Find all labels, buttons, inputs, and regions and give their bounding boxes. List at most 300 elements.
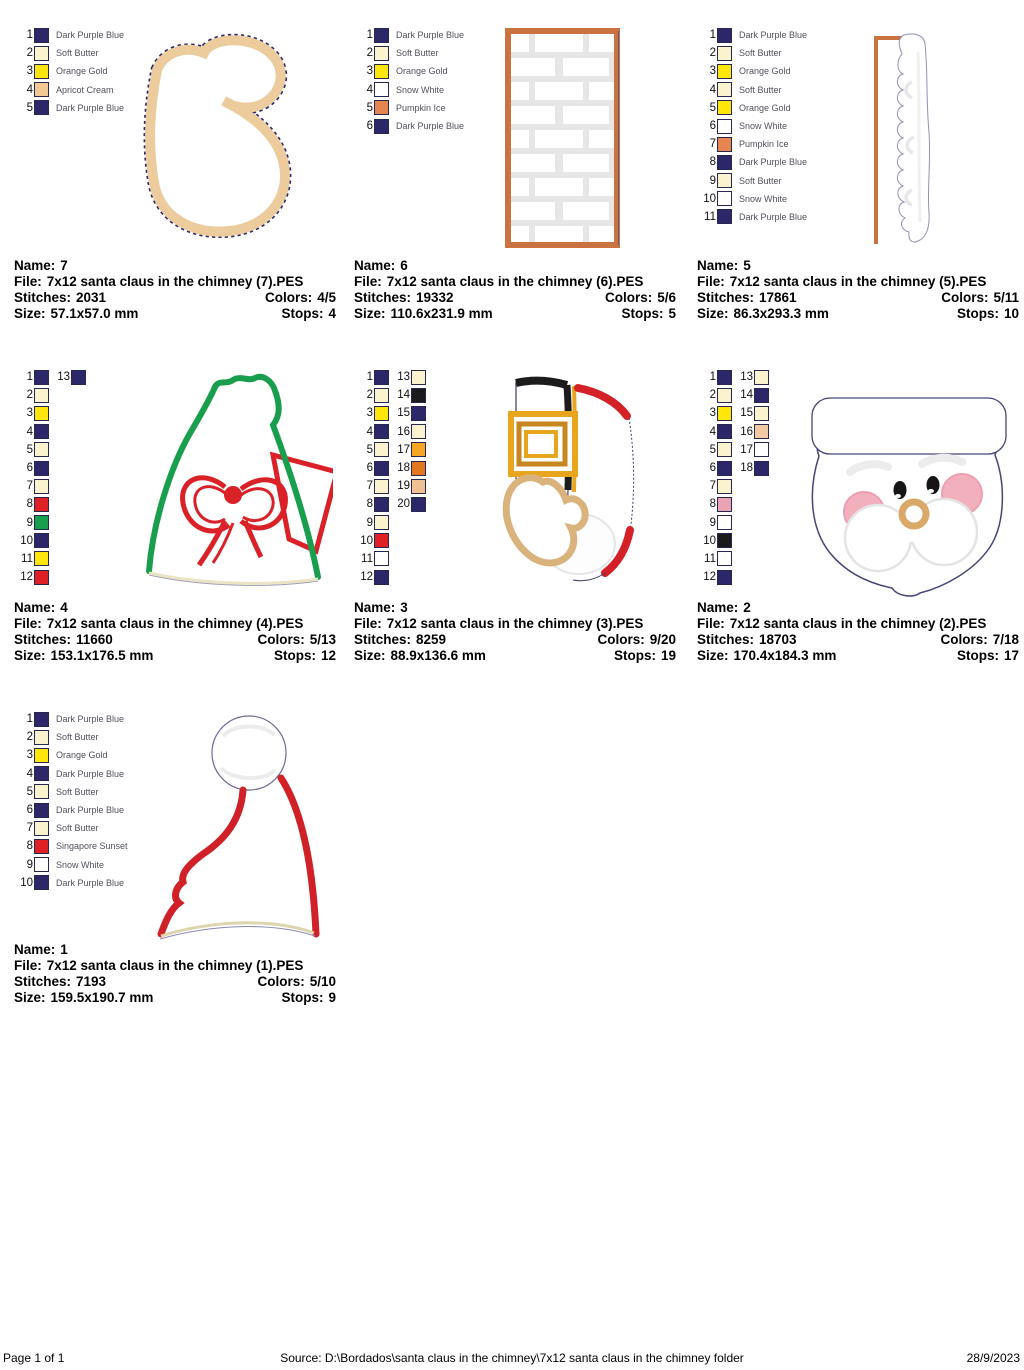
thread-swatch — [34, 875, 49, 890]
thread-swatch — [717, 119, 732, 134]
thread-row — [12, 550, 86, 568]
thread-swatch — [374, 64, 389, 79]
thread-number: 8 — [26, 498, 33, 511]
thread-number: 5 — [26, 101, 33, 114]
thread-row — [12, 404, 86, 422]
thread-number: 6 — [366, 120, 373, 133]
thread-color-name: Orange Gold — [56, 750, 108, 761]
thread-color-name: Dark Purple Blue — [56, 877, 125, 888]
thread-number: 11 — [21, 552, 33, 565]
thread-number: 11 — [361, 552, 373, 565]
thread-swatch — [34, 551, 49, 566]
thread-swatch — [717, 137, 732, 152]
thread-swatch — [374, 119, 389, 134]
thread-row — [695, 423, 769, 441]
thread-row — [12, 386, 86, 404]
thread-number: 9 — [366, 516, 373, 529]
thread-number: 3 — [366, 407, 373, 420]
thread-color-name: Dark Purple Blue — [56, 768, 125, 779]
thread-row — [12, 441, 86, 459]
design-card-6 — [352, 22, 682, 358]
design-info — [354, 600, 676, 664]
thread-row — [352, 404, 426, 422]
thread-swatch — [34, 748, 49, 763]
thread-number: 2 — [366, 47, 373, 60]
thread-list — [12, 26, 124, 117]
name-line: Name: 6 — [354, 258, 408, 273]
thread-row — [12, 44, 124, 62]
thread-swatch — [717, 479, 732, 494]
thread-swatch — [34, 442, 49, 457]
thread-number: 4 — [366, 83, 373, 96]
thread-number: 17 — [397, 443, 410, 456]
thread-row — [352, 532, 426, 550]
thread-row — [352, 117, 464, 135]
thread-row — [695, 153, 807, 171]
thread-color-name: Soft Butter — [56, 48, 99, 59]
file-line: File: 7x12 santa claus in the chimney (6).PES — [354, 274, 644, 289]
thread-row — [12, 856, 128, 874]
thread-number: 15 — [740, 407, 753, 420]
thread-list — [12, 368, 86, 586]
name-line: Name: 4 — [14, 600, 68, 615]
thread-number: 10 — [703, 534, 716, 547]
thread-color-name: Orange Gold — [396, 66, 448, 77]
file-line: File: 7x12 santa claus in the chimney (4).PES — [14, 616, 304, 631]
thread-row — [352, 62, 464, 80]
thread-number: 2 — [709, 389, 716, 402]
thread-swatch — [34, 46, 49, 61]
thread-color-name: Dark Purple Blue — [56, 805, 125, 816]
thread-row — [695, 495, 769, 513]
thread-number: 4 — [709, 425, 716, 438]
design-card-4 — [12, 364, 342, 700]
thread-color-name: Orange Gold — [739, 102, 791, 113]
colors-line: Colors: 5/11 — [941, 290, 1019, 305]
thread-swatch — [34, 766, 49, 781]
thread-number: 2 — [26, 731, 33, 744]
thread-swatch — [717, 64, 732, 79]
stops-line: Stops: 4 — [281, 306, 336, 321]
size-line: Size: 159.5x190.7 mm — [14, 990, 154, 1005]
design-info — [697, 258, 1019, 322]
thread-swatch — [374, 406, 389, 421]
thread-row — [352, 44, 464, 62]
thread-row — [695, 532, 769, 550]
thread-number: 18 — [740, 462, 753, 475]
gift-sack-design-thumbnail — [123, 371, 333, 598]
thread-swatch — [717, 28, 732, 43]
thread-row — [352, 477, 426, 495]
size-line: Size: 153.1x176.5 mm — [14, 648, 154, 663]
thread-number: 5 — [366, 101, 373, 114]
thread-swatch — [34, 388, 49, 403]
thread-swatch — [754, 424, 769, 439]
thread-row — [352, 514, 426, 532]
thread-row — [695, 208, 807, 226]
thread-color-name: Soft Butter — [396, 48, 439, 59]
thread-swatch — [34, 406, 49, 421]
thread-swatch — [34, 857, 49, 872]
thread-number: 13 — [397, 371, 410, 384]
thread-row — [352, 441, 426, 459]
thread-color-name: Snow White — [396, 84, 445, 95]
thread-color-name: Singapore Sunset — [56, 841, 128, 852]
thread-number: 16 — [397, 425, 410, 438]
thread-swatch — [717, 551, 732, 566]
source-path: Source: D:\Bordados\santa claus in the chimney\7x12 santa claus in the chimney folder — [280, 1351, 744, 1365]
thread-swatch — [717, 209, 732, 224]
thread-swatch — [34, 821, 49, 836]
thread-swatch — [717, 173, 732, 188]
thread-row — [695, 386, 769, 404]
chimney-design-thumbnail — [505, 28, 620, 253]
thread-number: 7 — [26, 822, 33, 835]
thread-number: 5 — [709, 101, 716, 114]
thread-number: 14 — [397, 389, 410, 402]
thread-number: 2 — [709, 47, 716, 60]
thread-swatch — [411, 406, 426, 421]
thread-swatch — [717, 191, 732, 206]
santa-hat-design-thumbnail — [133, 708, 338, 945]
thread-swatch — [717, 461, 732, 476]
thread-row — [12, 728, 128, 746]
thread-row — [695, 135, 807, 153]
thread-number: 5 — [709, 443, 716, 456]
thread-swatch — [717, 155, 732, 170]
page-footer — [0, 1351, 1024, 1367]
thread-swatch — [374, 479, 389, 494]
thread-swatch — [34, 839, 49, 854]
name-line: Name: 2 — [697, 600, 751, 615]
thread-number: 3 — [709, 407, 716, 420]
thread-number: 1 — [26, 371, 33, 384]
thread-swatch — [374, 533, 389, 548]
thread-number: 8 — [709, 156, 716, 169]
thread-swatch — [717, 100, 732, 115]
thread-swatch — [754, 370, 769, 385]
stitches-line: Stitches: 2031 — [14, 290, 107, 305]
thread-swatch — [717, 570, 732, 585]
thread-number: 12 — [360, 571, 373, 584]
thread-row — [352, 550, 426, 568]
thread-swatch — [717, 46, 732, 61]
thread-number: 7 — [709, 138, 716, 151]
thread-swatch — [717, 82, 732, 97]
thread-list — [695, 368, 769, 586]
thread-number: 6 — [26, 462, 33, 475]
thread-number: 7 — [366, 480, 373, 493]
thread-row — [12, 783, 128, 801]
file-line: File: 7x12 santa claus in the chimney (3).PES — [354, 616, 644, 631]
thread-number: 6 — [709, 462, 716, 475]
thread-color-name: Dark Purple Blue — [396, 121, 465, 132]
thread-number: 13 — [740, 371, 753, 384]
design-info — [14, 942, 336, 1006]
thread-row — [12, 568, 86, 586]
thread-swatch — [34, 570, 49, 585]
thread-row — [12, 765, 128, 783]
thread-swatch — [717, 370, 732, 385]
thread-row — [12, 62, 124, 80]
thread-row — [695, 62, 807, 80]
thread-row — [12, 819, 128, 837]
thread-number: 6 — [26, 804, 33, 817]
thread-row — [352, 423, 426, 441]
thread-swatch — [411, 497, 426, 512]
thread-row — [12, 532, 86, 550]
thread-swatch — [34, 28, 49, 43]
thread-number: 13 — [57, 371, 70, 384]
thread-swatch — [34, 100, 49, 115]
thread-number: 11 — [704, 552, 716, 565]
thread-swatch — [411, 370, 426, 385]
thread-row — [12, 514, 86, 532]
thread-number: 8 — [366, 498, 373, 511]
stops-line: Stops: 12 — [273, 648, 336, 663]
thread-color-name: Soft Butter — [56, 732, 99, 743]
thread-row — [695, 514, 769, 532]
thread-swatch — [754, 406, 769, 421]
thread-number: 9 — [709, 516, 716, 529]
thread-row — [695, 81, 807, 99]
thread-swatch — [34, 730, 49, 745]
thread-number: 4 — [26, 767, 33, 780]
design-card-2 — [695, 364, 1024, 700]
thread-color-name: Orange Gold — [739, 66, 791, 77]
thread-color-name: Soft Butter — [739, 175, 782, 186]
thread-list — [12, 710, 128, 892]
thread-swatch — [34, 515, 49, 530]
thread-row — [352, 368, 426, 386]
file-line: File: 7x12 santa claus in the chimney (1).PES — [14, 958, 304, 973]
thread-swatch — [374, 424, 389, 439]
thread-number: 3 — [26, 749, 33, 762]
thread-swatch — [374, 461, 389, 476]
date: 28/9/2023 — [966, 1351, 1020, 1365]
thread-row — [12, 837, 128, 855]
file-line: File: 7x12 santa claus in the chimney (7).PES — [14, 274, 304, 289]
thread-number: 4 — [26, 83, 33, 96]
thread-row — [12, 26, 124, 44]
thread-color-name: Apricot Cream — [56, 84, 114, 95]
name-line: Name: 5 — [697, 258, 751, 273]
thread-swatch — [374, 442, 389, 457]
thread-number: 14 — [740, 389, 753, 402]
thread-number: 3 — [709, 65, 716, 78]
thread-swatch — [34, 64, 49, 79]
stitches-line: Stitches: 11660 — [14, 632, 113, 647]
thread-swatch — [374, 370, 389, 385]
size-line: Size: 86.3x293.3 mm — [697, 306, 829, 321]
thread-list — [352, 368, 426, 586]
thread-row — [695, 99, 807, 117]
thread-swatch — [411, 442, 426, 457]
thread-swatch — [374, 46, 389, 61]
colors-line: Colors: 9/20 — [597, 632, 676, 647]
stops-line: Stops: 19 — [613, 648, 676, 663]
thread-number: 2 — [366, 389, 373, 402]
thread-row — [352, 99, 464, 117]
thread-swatch — [717, 442, 732, 457]
thread-number: 5 — [26, 785, 33, 798]
thread-swatch — [71, 370, 86, 385]
thread-swatch — [374, 28, 389, 43]
thread-color-name: Pumpkin Ice — [739, 139, 789, 150]
thread-number: 9 — [709, 174, 716, 187]
thread-color-name: Pumpkin Ice — [396, 102, 446, 113]
name-line: Name: 1 — [14, 942, 68, 957]
thread-swatch — [374, 551, 389, 566]
thread-number: 15 — [397, 407, 410, 420]
thread-number: 9 — [26, 516, 33, 529]
thread-swatch — [717, 388, 732, 403]
thread-number: 6 — [709, 120, 716, 133]
thread-number: 5 — [366, 443, 373, 456]
thread-number: 10 — [360, 534, 373, 547]
thread-color-name: Soft Butter — [739, 84, 782, 95]
stops-line: Stops: 17 — [956, 648, 1019, 663]
thread-number: 20 — [397, 498, 410, 511]
thread-number: 2 — [26, 389, 33, 402]
thread-swatch — [34, 82, 49, 97]
thread-row — [695, 117, 807, 135]
thread-number: 10 — [20, 534, 33, 547]
thread-row — [12, 710, 128, 728]
thread-swatch — [717, 424, 732, 439]
thread-number: 1 — [709, 371, 716, 384]
design-card-7 — [12, 22, 342, 358]
thread-number: 8 — [26, 840, 33, 853]
thread-row — [695, 568, 769, 586]
thread-number: 18 — [397, 462, 410, 475]
thread-number: 4 — [26, 425, 33, 438]
stitches-line: Stitches: 17861 — [697, 290, 797, 305]
thread-number: 19 — [397, 480, 410, 493]
stops-line: Stops: 10 — [956, 306, 1019, 321]
colors-line: Colors: 7/18 — [940, 632, 1019, 647]
thread-row — [695, 44, 807, 62]
thread-swatch — [717, 515, 732, 530]
thread-number: 8 — [709, 498, 716, 511]
thread-number: 10 — [703, 192, 716, 205]
thread-number: 9 — [26, 858, 33, 871]
thread-swatch — [34, 533, 49, 548]
thread-row — [12, 368, 86, 386]
thread-number: 1 — [366, 29, 373, 42]
thread-number: 10 — [20, 876, 33, 889]
thread-swatch — [34, 461, 49, 476]
thread-row — [695, 550, 769, 568]
thread-swatch — [34, 370, 49, 385]
thread-color-name: Dark Purple Blue — [396, 30, 465, 41]
thread-list — [352, 26, 464, 135]
thread-swatch — [411, 388, 426, 403]
page-number: Page 1 of 1 — [3, 1351, 65, 1365]
thread-swatch — [411, 461, 426, 476]
stitches-line: Stitches: 8259 — [354, 632, 447, 647]
thread-swatch — [754, 461, 769, 476]
thread-row — [12, 495, 86, 513]
thread-swatch — [34, 497, 49, 512]
size-line: Size: 57.1x57.0 mm — [14, 306, 139, 321]
thread-number: 12 — [703, 571, 716, 584]
design-info — [697, 600, 1019, 664]
thread-number: 7 — [709, 480, 716, 493]
thread-number: 16 — [740, 425, 753, 438]
colors-line: Colors: 5/6 — [604, 290, 676, 305]
thread-swatch — [374, 388, 389, 403]
design-card-3 — [352, 364, 682, 700]
thread-color-name: Soft Butter — [56, 823, 99, 834]
santa-face-design-thumbnail — [792, 372, 1022, 605]
thread-number: 1 — [709, 29, 716, 42]
thread-number: 12 — [20, 571, 33, 584]
thread-color-name: Dark Purple Blue — [739, 211, 808, 222]
thread-number: 3 — [26, 407, 33, 420]
colors-line: Colors: 5/13 — [257, 632, 336, 647]
thread-color-name: Dark Purple Blue — [56, 714, 125, 725]
thread-color-name: Snow White — [739, 193, 788, 204]
size-line: Size: 110.6x231.9 mm — [354, 306, 493, 321]
thread-row — [12, 459, 86, 477]
thread-color-name: Snow White — [739, 121, 788, 132]
design-info — [14, 258, 336, 322]
thread-row — [695, 441, 769, 459]
chimney-side-snow-thumbnail — [868, 32, 938, 249]
thread-swatch — [34, 479, 49, 494]
thread-color-name: Dark Purple Blue — [739, 157, 808, 168]
thread-swatch — [374, 570, 389, 585]
stops-line: Stops: 5 — [621, 306, 676, 321]
belt-buckle-mitten-thumbnail — [483, 372, 653, 595]
thread-swatch — [411, 479, 426, 494]
thread-row — [695, 477, 769, 495]
mitten-design-thumbnail — [112, 25, 327, 255]
thread-row — [695, 172, 807, 190]
thread-swatch — [374, 515, 389, 530]
design-info — [354, 258, 676, 322]
thread-number: 1 — [366, 371, 373, 384]
thread-row — [352, 459, 426, 477]
stops-line: Stops: 9 — [281, 990, 336, 1005]
thread-row — [352, 386, 426, 404]
thread-row — [12, 801, 128, 819]
thread-number: 7 — [26, 480, 33, 493]
thread-row — [352, 495, 426, 513]
file-line: File: 7x12 santa claus in the chimney (5).PES — [697, 274, 987, 289]
thread-row — [12, 423, 86, 441]
thread-swatch — [717, 533, 732, 548]
thread-swatch — [34, 424, 49, 439]
thread-swatch — [411, 424, 426, 439]
thread-color-name: Dark Purple Blue — [56, 102, 125, 113]
thread-row — [12, 746, 128, 764]
thread-number: 4 — [366, 425, 373, 438]
thread-number: 5 — [26, 443, 33, 456]
thread-number: 17 — [740, 443, 753, 456]
thread-number: 4 — [709, 83, 716, 96]
design-card-1 — [12, 706, 342, 1042]
thread-color-name: Soft Butter — [739, 48, 782, 59]
thread-color-name: Dark Purple Blue — [739, 30, 808, 41]
thread-number: 11 — [704, 210, 716, 223]
thread-row — [12, 99, 124, 117]
thread-swatch — [754, 442, 769, 457]
thread-color-name: Snow White — [56, 859, 105, 870]
colors-line: Colors: 5/10 — [257, 974, 336, 989]
thread-swatch — [34, 784, 49, 799]
